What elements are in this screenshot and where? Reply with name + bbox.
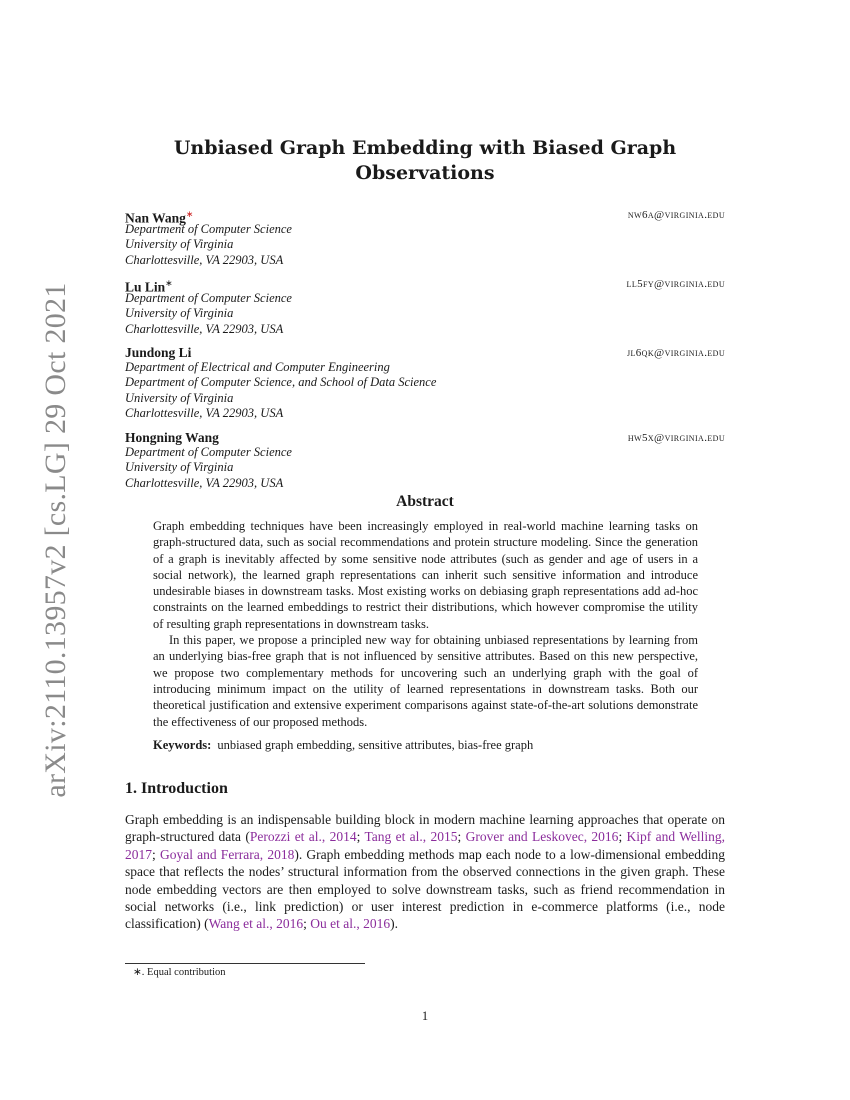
citation-link[interactable]: Ou et al., 2016 [310, 916, 391, 932]
author-name: Hongning Wang [125, 430, 219, 445]
author-name: Jundong Li [125, 345, 192, 360]
footnote-divider [125, 963, 365, 964]
citation-link[interactable]: Grover and Leskovec, 2016 [465, 829, 619, 845]
author-affiliation: University of Virginia [125, 237, 234, 252]
abstract-paragraph: In this paper, we propose a principled new way for obtaining unbiased representations by learning from an underlying bias-free graph that is not influenced by sensitive attributes. Based on this new perspective, we propose two complementary methods for uncovering such an underlying graph with the goal of introducing minimum impact on the utility of learned representations in downstream tasks. Both our theoretical justification and extensive experiment comparisons against state-of-the-art solutions demonstrate the effectiveness of our proposed methods. [153, 633, 698, 729]
citation-link[interactable]: Goyal and Ferrara, 2018 [159, 846, 295, 862]
author-affiliation: Department of Electrical and Computer Engineering [125, 360, 390, 374]
arxiv-identifier: arXiv:2110.13957v2 [cs.LG] 29 Oct 2021 [39, 282, 72, 798]
citation-link[interactable]: Tang et al., 2015 [364, 829, 458, 845]
equal-contribution-mark[interactable]: ∗ [185, 209, 194, 219]
author-affiliation: Charlottesville, VA 22903, USA [125, 405, 284, 420]
citation-link[interactable]: Wang et al., 2016 [208, 916, 304, 932]
author-affiliation: Charlottesville, VA 22903, USA [125, 321, 284, 336]
citation-link[interactable]: Kipf and Welling, 2017 [125, 829, 725, 862]
author-affiliation: University of Virginia [125, 390, 234, 405]
section-heading-introduction: 1. Introduction [125, 780, 228, 797]
paper-title [140, 136, 710, 186]
author-name: Lu Lin∗ [125, 278, 173, 295]
author-block-1 [125, 207, 725, 268]
abstract-heading: Abstract [396, 493, 454, 510]
title-line-1: Unbiased Graph Embedding with Biased Graph [173, 137, 677, 159]
author-affiliation: Department of Computer Science [125, 291, 292, 305]
keywords-label: Keywords: [153, 738, 212, 752]
introduction-paragraph: Graph embedding is an indispensable building block in modern machine learning approaches that operate on graph-structured data (Perozzi et al., 2014; Tang et al., 2015; Grover and Leskovec, 2016; Kipf and Welling, 2017; Goyal and Ferrara, 2018). Graph embedding methods map each node to a low-dimensional embedding space that reflects the nodes’ structural information from the observed connections in the given graph. These node embedding vectors are then employed to solve downstream tasks, such as friend recommendation in social networks (i.e., link prediction) or user interest prediction in e-commerce platforms (i.e., node classification) (Wang et al., 2016; Ou et al., 2016). [125, 812, 725, 932]
author-block-4 [125, 430, 725, 491]
author-email: ll5fy@virginia.edu [626, 278, 725, 290]
abstract-body [153, 518, 698, 730]
author-email: nw6a@virginia.edu [627, 209, 725, 221]
author-affiliation: Charlottesville, VA 22903, USA [125, 475, 284, 490]
author-affiliation: Charlottesville, VA 22903, USA [125, 252, 284, 267]
author-block-3 [125, 345, 725, 421]
author-affiliation: Department of Computer Science [125, 222, 292, 236]
author-affiliation: Department of Computer Science, and School of Data Science [125, 375, 437, 390]
author-email: hw5x@virginia.edu [627, 432, 725, 444]
keywords-list: unbiased graph embedding, sensitive attributes, bias-free graph [217, 738, 534, 752]
footnote: ∗. Equal contribution [133, 967, 226, 978]
page-number: 1 [421, 1009, 429, 1023]
author-email: jl6qk@virginia.edu [626, 347, 725, 359]
keywords [153, 738, 698, 753]
equal-contribution-mark: ∗ [165, 278, 173, 288]
author-affiliation: University of Virginia [125, 460, 234, 475]
abstract-paragraph: Graph embedding techniques have been increasingly employed in real-world machine learning tasks on graph-structured data, such as social recommendations and protein structure modeling. Since the generation of a graph is inevitably affected by some sensitive node attributes (such as gender and age of users in a social network), the learned graph representations can inherit such sensitive information and introduce undesirable biases in downstream tasks. Most existing works on debiasing graph representations add ad-hoc constraints on the learned embeddings to restrict their distributions, which however compromise the utility of resulting graph representations in downstream tasks. [153, 519, 698, 631]
author-affiliation: University of Virginia [125, 306, 234, 321]
author-affiliation: Department of Computer Science [125, 445, 292, 459]
citation-link[interactable]: Perozzi et al., 2014 [249, 829, 357, 845]
author-block-2 [125, 276, 725, 337]
title-line-2: Observations [355, 162, 495, 184]
author-name: Nan Wang∗ [125, 209, 194, 226]
